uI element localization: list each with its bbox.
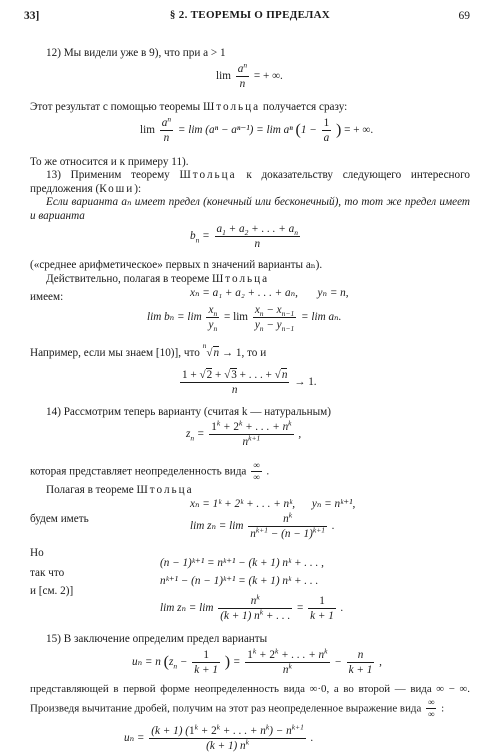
p13-intro: 13) Применим теорему Штольца к доказательству следующего интересного предложения (Коши): bbox=[30, 169, 471, 195]
eq-tail: = + ∞. bbox=[253, 70, 283, 83]
eq-xn-yn-k: xₙ = 1ᵏ + 2ᵏ + . . . + nᵏ, yₙ = nᵏ⁺¹, bbox=[190, 498, 356, 510]
p15-text: представляющей в первой форме неопределенность вида ∞·0, а во второй — вида ∞ − ∞. Произведя вычитание дробей, получим на этот раз неопределенное выражение вида $\frac{\infty}{\infty}$ : bbox=[30, 683, 470, 719]
p13-imeem: имеем: bbox=[30, 291, 64, 303]
p13-claim: Если варианта aₙ имеет предел (конечный или бесконечный), то тот же предел имеет и варианта bbox=[30, 196, 470, 222]
eq-binom-1: (n − 1)ᵏ⁺¹ = nᵏ⁺¹ − (k + 1) nᵏ + . . . , bbox=[160, 557, 324, 569]
eq-xn-yn: xₙ = a₁ + a₂ + . . . + aₙ, yₙ = n, bbox=[190, 287, 349, 299]
running-title: § 2. ТЕОРЕМЫ О ПРЕДЕЛАХ bbox=[169, 9, 331, 21]
p14-indeterminate: которая представляет неопределенность вида $\frac{\infty}{\infty}$ . bbox=[30, 460, 270, 483]
page-number: 69 bbox=[458, 10, 470, 22]
lim-label: lim bbox=[216, 70, 231, 83]
eq-roots-mean: $\frac{1 + √2 + √3 + . . . + √n}{n}$ → 1. bbox=[182, 369, 317, 396]
p13-example: Например, если мы знаем [10)], что $^n$√n → 1, то и bbox=[30, 341, 267, 359]
p15-intro: 15) В заключение определим предел варианты bbox=[46, 633, 268, 645]
fraction: $\frac{a^n}{n}$ bbox=[237, 60, 248, 90]
eq-bn-def: $b_n$ = $\frac{a_1 + a_2 + . . . + a_n}{n}$ bbox=[190, 223, 298, 250]
p14-budem: будем иметь bbox=[30, 513, 89, 525]
p14-tak: так что bbox=[30, 567, 65, 579]
name-stolz: Штольца bbox=[202, 101, 261, 113]
eq-zn-def: $z_n$ = $\frac{1^k + 2^k + . . . + n^k}{n^{k+1}}$ , bbox=[186, 418, 302, 448]
eq-lim-an-over-n bbox=[216, 62, 283, 91]
eq-un-combined: uₙ = $\frac{(k + 1) (1^k + 2^k + . . . + n^k) - n^{k+1}}{(k + 1) n^k}$ . bbox=[124, 722, 314, 752]
p14-see: и [см. 2)] bbox=[30, 585, 74, 597]
eq-lim-zn-final: lim zₙ = lim $\frac{n^k}{(k + 1) n^k + . . .}$ = $\frac{1}{k + 1}$ . bbox=[160, 592, 344, 622]
p14-no: Но bbox=[30, 547, 44, 559]
p12-intro: 12) Мы видели уже в 9), что при a > 1 bbox=[46, 47, 226, 59]
p12-also: То же относится и к примеру 11). bbox=[30, 156, 189, 168]
p13-proof: Действительно, полагая в теореме Штольца bbox=[46, 273, 270, 285]
eq-lim-bn: lim bₙ = lim $\frac{x_n}{y_n}$ = lim $\frac{x_n - x_{n-1}}{y_n - y_{n-1}}$ = lim aₙ. bbox=[147, 304, 342, 334]
p13-mean: («среднее арифметическое» первых n значений варианты aₙ). bbox=[30, 259, 323, 271]
eq-stolz-chain: lim $\frac{a^n}{n}$ = lim (aⁿ − aⁿ⁻¹) = lim aⁿ (1 − $\frac{1}{a}$ ) = + ∞. bbox=[140, 114, 374, 144]
p14-intro: 14) Рассмотрим теперь варианту (считая k — натуральным) bbox=[46, 406, 331, 418]
eq-un-def: uₙ = n ($z_n$ − $\frac{1}{k + 1}$ ) = $\frac{1^k + 2^k + . . . + n^k}{n^k}$ − $\frac{n}{k + 1}$ , bbox=[132, 646, 382, 676]
p12-result: Этот результат с помощью теоремы Штольца получается сразу: bbox=[30, 101, 348, 113]
p14-set: Полагая в теореме Штольца bbox=[46, 484, 194, 496]
eq-binom-2: nᵏ⁺¹ − (n − 1)ᵏ⁺¹ = (k + 1) nᵏ + . . . bbox=[160, 575, 319, 587]
ratio-chain: = lim (aⁿ − aⁿ⁻¹) = lim aⁿ bbox=[177, 124, 293, 137]
name-koshi: Коши bbox=[99, 183, 135, 195]
section-number: 33] bbox=[24, 10, 40, 22]
eq-lim-zn: lim zₙ = lim $\frac{n^k}{n^{k+1} - (n - 1)^{k+1}}$ . bbox=[190, 510, 335, 540]
